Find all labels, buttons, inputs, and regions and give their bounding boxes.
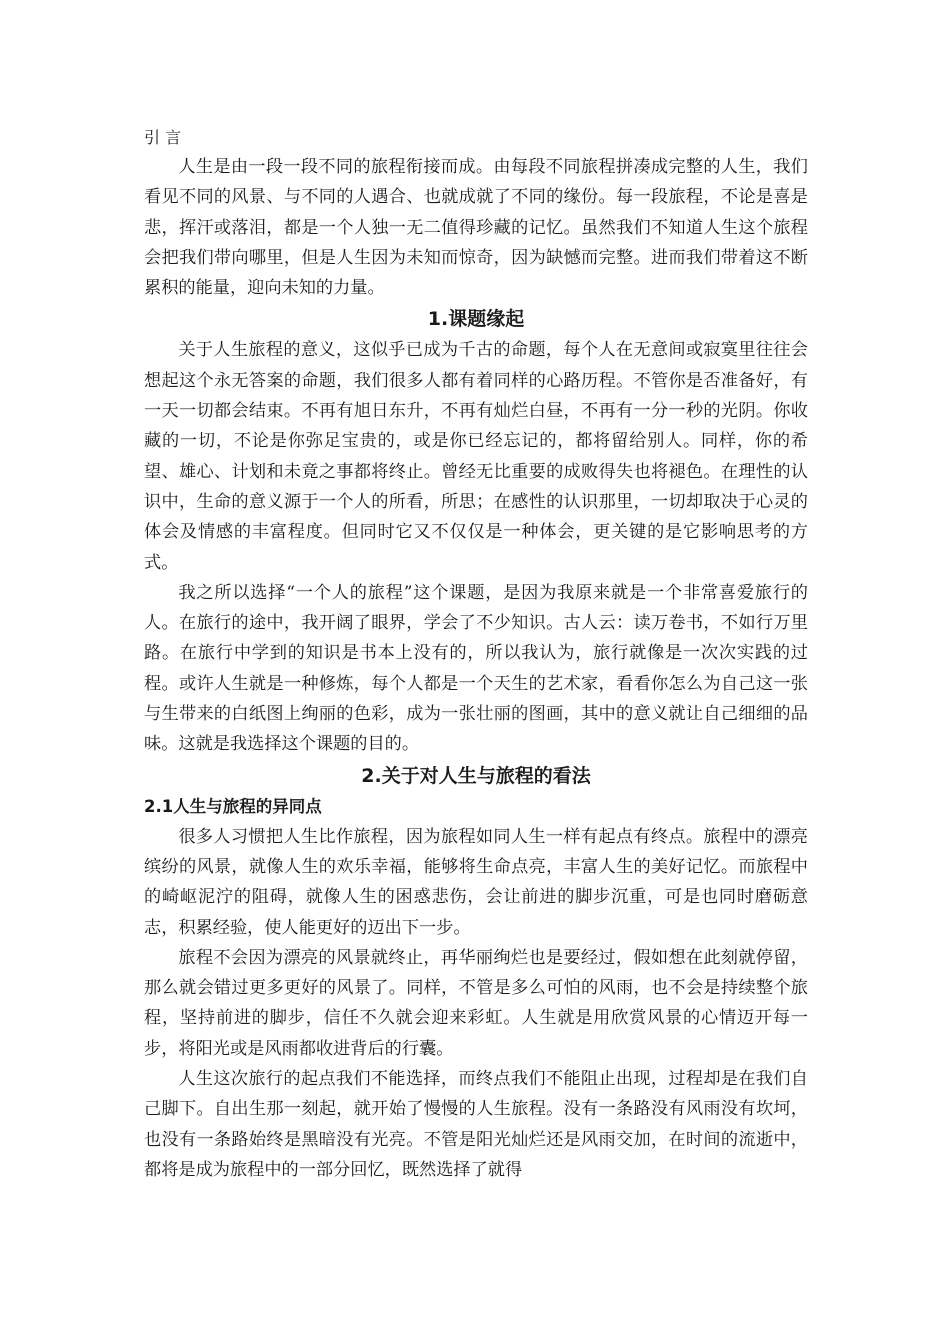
section-2-heading: 2.关于对人生与旅程的看法 [361, 764, 591, 787]
intro-paragraph: 人生是由一段一段不同的旅程衔接而成。由每段不同旅程拼凑成完整的人生，我们看见不同的风景、与不同的人遇合、也就成就了不同的缘份。每一段旅程，不论是喜是悲，挥汗或落泪，都是一个人独一无二值得珍藏的记忆。虽然我们不知道人生这个旅程会把我们带向哪里，但是人生因为未知而惊奇，因为缺憾而完整。进而我们带着这不断累积的能量，迎向未知的力量。 [144, 157, 808, 299]
subsection-2-1-paragraph-2: 旅程不会因为漂亮的风景就终止，再华丽绚烂也是要经过，假如想在此刻就停留，那么就会错过更多更好的风景了。同样，不管是多么可怕的风雨，也不会是持续整个旅程，坚持前进的脚步，信任不久就会迎来彩虹。人生就是用欣赏风景的心情迈开每一步，将阳光或是风雨都收进背后的行囊。 [144, 947, 808, 1059]
subsection-2-1-paragraph-3: 人生这次旅行的起点我们不能选择，而终点我们不能阻止出现，过程却是在我们自己脚下。自出生那一刻起，就开始了慢慢的人生旅程。没有一条路没有风雨没有坎坷，也没有一条路始终是黑暗没有光亮。不管是阳光灿烂还是风雨交加，在时间的流逝中，都将是成为旅程中的一部分回忆，既然选择了就得 [144, 1069, 808, 1180]
section-1-paragraph-1: 关于人生旅程的意义，这似乎已成为千古的命题，每个人在无意间或寂寞里往往会想起这个永无答案的命题，我们很多人都有着同样的心路历程。不管你是否准备好，有一天一切都会结束。不再有旭日东升，不再有灿烂白昼，不再有一分一秒的光阴。你收藏的一切，不论是你弥足宝贵的，或是你已经忘记的，都将留给别人。同样，你的希望、雄心、计划和未竟之事都将终止。曾经无比重要的成败得失也将褪色。在理性的认识中，生命的意义源于一个人的所看，所思；在感性的认识那里，一切却取决于心灵的体会及情感的丰富程度。但同时它又不仅仅是一种体会，更关键的是它影响思考的方式。 [144, 340, 808, 573]
subsection-2-1-paragraph-1: 很多人习惯把人生比作旅程，因为旅程如同人生一样有起点有终点。旅程中的漂亮缤纷的风景，就像人生的欢乐幸福，能够将生命点亮，丰富人生的美好记忆。而旅程中的崎岖泥泞的阻碍，就像人生的困惑悲伤，会让前进的脚步沉重，可是也同时磨砺意志，积累经验，使人能更好的迈出下一步。 [144, 826, 808, 938]
intro-label: 引 言 [144, 128, 182, 147]
subsection-2-1-heading: 2.1人生与旅程的异同点 [144, 796, 322, 816]
document-page [144, 124, 808, 1185]
section-1-heading: 1.课题缘起 [427, 308, 525, 331]
section-1-paragraph-2: 我之所以选择“一个人的旅程”这个课题，是因为我原来就是一个非常喜爱旅行的人。在旅行的途中，我开阔了眼界，学会了不少知识。古人云：读万卷书，不如行万里路。在旅行中学到的知识是书本上没有的，所以我认为，旅行就像是一次次实践的过程。或许人生就是一种修炼，每个人都是一个天生的艺术家，看看你怎么为自己这一张与生带来的白纸图上绚丽的色彩，成为一张壮丽的图画，其中的意义就让自己细细的品味。这就是我选择这个课题的目的。 [144, 582, 808, 755]
